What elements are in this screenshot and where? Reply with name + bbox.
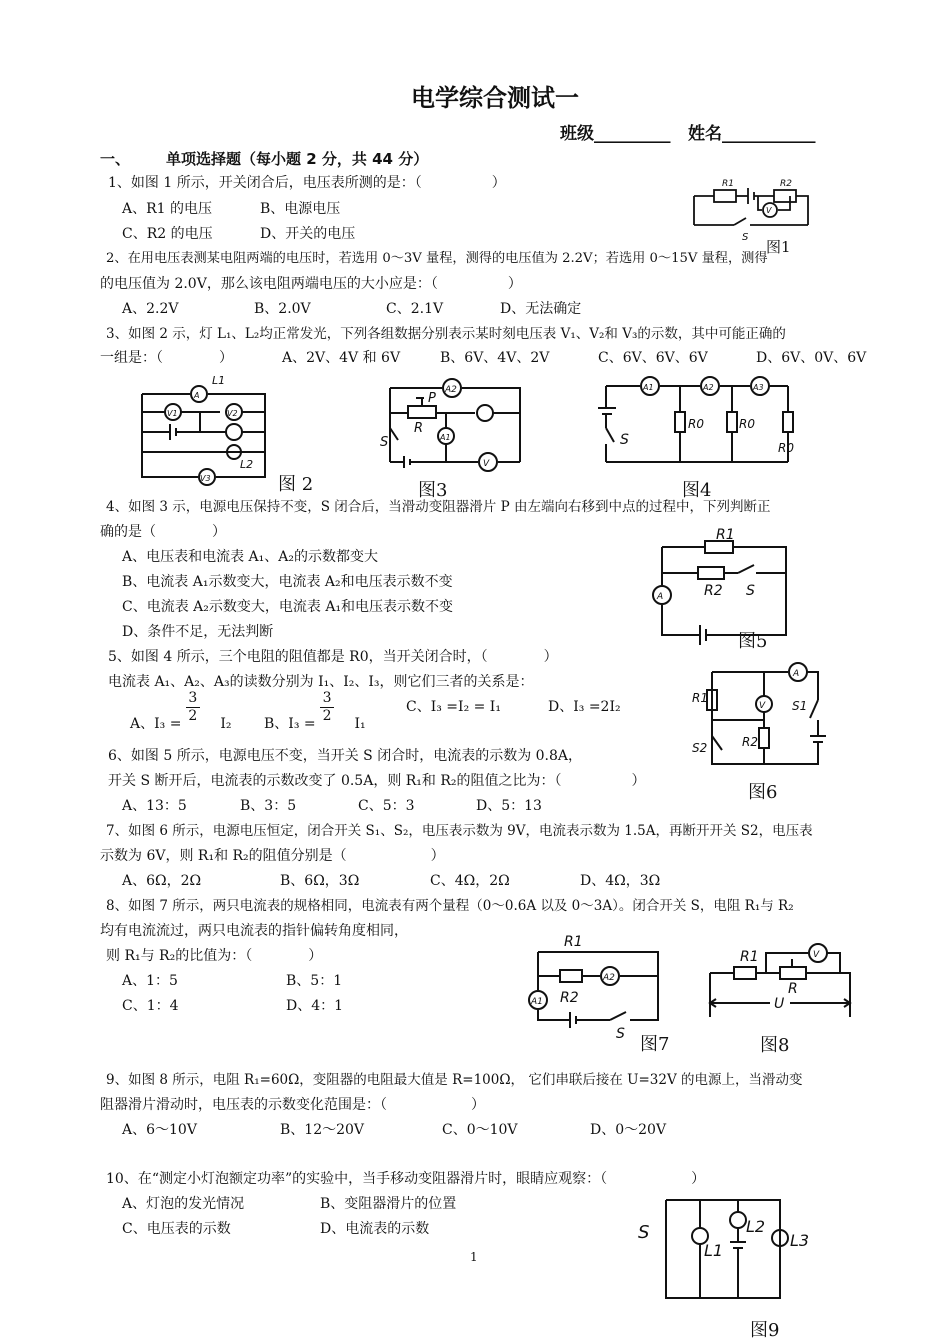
q3-option-b: B、6V、4V、2V	[440, 350, 550, 366]
q7-line1: 7、如图 6 所示，电源电压恒定，闭合开关 S₁、S₂，电压表示数为 9V，电流表示数为 1.5A，再断开开关 S2，电压表	[106, 823, 813, 839]
q5-option-a-frac-den: 2	[188, 708, 198, 724]
q5-option-b	[264, 690, 366, 733]
figure-5	[650, 525, 810, 655]
q3-option-c: C、6V、6V、6V	[598, 350, 708, 366]
q4-option-c: C、电流表 A₂示数变大，电流表 A₁和电压表示数不变	[122, 599, 454, 615]
fig4-a1-label: A1	[643, 383, 654, 392]
q5-option-b-prefix: B、I₃ =	[264, 716, 316, 732]
q5-option-c: C、I₃ =I₂ = I₁	[406, 699, 501, 715]
figure-9	[630, 1190, 830, 1340]
fig1-v-label: V	[766, 206, 772, 215]
q6-option-c: C、5：3	[358, 798, 415, 814]
fig1-s-label: S	[742, 232, 749, 243]
fig8-r-label: R	[788, 981, 798, 997]
q10-option-b: B、变阻器滑片的位置	[320, 1196, 457, 1212]
q7-line2: 示数为 6V，则 R₁和 R₂的阻值分别是（ ）	[100, 848, 445, 864]
name-label: 姓名___________	[688, 124, 816, 144]
q5-option-a-fraction	[186, 690, 200, 725]
q5-line1: 5、如图 4 所示，三个电阻的阻值都是 R0，当开关闭合时，（ ）	[108, 649, 558, 665]
q9-line2: 阻器滑片滑动时，电压表的示数变化范围是：（ ）	[100, 1097, 485, 1113]
q2-line1: 2、在用电压表测某电阻两端的电压时，若选用 0～3V 量程，测得的电压值为 2.2V；若选用 0～15V 量程，测得	[106, 251, 768, 266]
q8-option-d: D、4：1	[286, 998, 344, 1014]
page-title: 电学综合测试一	[411, 84, 579, 112]
q9-option-b: B、12～20V	[280, 1122, 365, 1138]
q4-line1: 4、如图 3 示，电源电压保持不变，S 闭合后，当滑动变阻器滑片 P 由左端向右移到中点的过程中，下列判断正	[106, 499, 771, 515]
fig4-a2-label: A2	[703, 383, 714, 392]
q6-option-a: A、13：5	[122, 798, 187, 814]
figure-4	[598, 372, 808, 502]
q5-option-b-frac-den: 2	[322, 708, 332, 724]
fig1-r1-label: R1	[722, 179, 734, 189]
fig2-v3-label: V3	[200, 474, 211, 483]
q10-option-d: D、电流表的示数	[320, 1221, 430, 1237]
name-field	[688, 125, 816, 143]
fig8-u-label: U	[774, 996, 785, 1012]
fig3-caption: 图3	[418, 480, 448, 501]
q10-option-c: C、电压表的示数	[122, 1221, 231, 1237]
fig4-s-label: S	[620, 432, 629, 448]
fig3-r-label: R	[414, 421, 424, 436]
figure-3	[380, 368, 540, 508]
fig4-r0-label-3: R0	[778, 441, 794, 455]
fig7-r1-label: R1	[564, 934, 583, 950]
q2-line2: 的电压值为 2.0V，那么该电阻两端电压的大小应是：（ ）	[100, 276, 522, 292]
fig7-a1-label: A1	[531, 997, 543, 1007]
q2-option-b: B、2.0V	[254, 301, 311, 317]
fig3-s-label: S	[380, 435, 389, 450]
fig9-l1-label: L1	[704, 1241, 724, 1260]
figure-6	[692, 660, 852, 810]
q4-line2: 确的是（ ）	[100, 524, 226, 540]
q2-option-d: D、无法确定	[500, 301, 582, 317]
q5-option-a-tail: I₂	[220, 716, 232, 732]
figure-8	[700, 935, 860, 1065]
q1-option-b: B、电源电压	[260, 201, 341, 217]
fig7-caption: 图7	[640, 1034, 670, 1055]
q5-option-a-frac-num: 3	[186, 690, 200, 708]
q4-option-a: A、电压表和电流表 A₁、A₂的示数都变大	[122, 549, 379, 565]
figure-7	[520, 930, 700, 1060]
q1-option-a: A、R1 的电压	[122, 201, 213, 217]
fig9-s-label: S	[638, 1222, 650, 1243]
fig7-s-label: S	[616, 1026, 625, 1042]
fig3-v-label: V	[483, 459, 490, 469]
fig4-a3-label: A3	[753, 383, 764, 392]
q9-option-d: D、0～20V	[590, 1122, 667, 1138]
fig4-r0-label-2: R0	[739, 417, 755, 431]
q8-line3: 则 R₁与 R₂的比值为：（ ）	[106, 948, 323, 964]
fig1-caption: 图1	[766, 238, 791, 256]
q9-option-a: A、6～10V	[122, 1122, 197, 1138]
fig6-r1-label: R1	[692, 691, 708, 705]
class-label: 班级_________	[560, 124, 671, 144]
fig5-r1-label: R1	[716, 527, 735, 543]
q5-option-a	[130, 690, 232, 733]
q9-option-c: C、0～10V	[442, 1122, 518, 1138]
q10-line1: 10、在“测定小灯泡额定功率”的实验中，当手移动变阻器滑片时，眼睛应观察：（ ）	[106, 1171, 706, 1187]
q3-option-d: D、6V、0V、6V	[756, 350, 867, 366]
q5-option-b-frac-num: 3	[320, 690, 334, 708]
q1-stem: 1、如图 1 所示，开关闭合后，电压表所测的是：（ ）	[108, 175, 506, 191]
fig6-a-label: A	[793, 669, 800, 679]
fig7-a2-label: A2	[603, 973, 615, 983]
fig2-v2-label: V2	[227, 409, 238, 418]
q8-option-b: B、5：1	[286, 973, 343, 989]
class-field	[560, 125, 671, 143]
q6-option-b: B、3：5	[240, 798, 297, 814]
fig8-caption: 图8	[760, 1035, 790, 1056]
fig9-caption: 图9	[750, 1320, 780, 1340]
q7-option-a: A、6Ω，2Ω	[122, 873, 202, 889]
page-number: 1	[470, 1250, 478, 1264]
fig6-r2-label: R2	[742, 735, 758, 749]
q3-option-a: A、2V、4V 和 6V	[282, 350, 401, 366]
fig5-r2-label: R2	[704, 583, 723, 599]
fig6-s2-label: S2	[692, 741, 708, 755]
fig4-r0-label-1: R0	[688, 417, 704, 431]
fig5-a-label: A	[657, 592, 664, 602]
q8-line2: 均有电流流过，两只电流表的指针偏转角度相同，	[100, 923, 408, 939]
q5-line2: 电流表 A₁、A₂、A₃的读数分别为 I₁、I₂、I₃，则它们三者的关系是：	[108, 674, 534, 690]
fig2-a-label: A	[194, 391, 200, 400]
figure-2	[130, 372, 330, 502]
q1-option-c: C、R2 的电压	[122, 226, 213, 242]
q4-option-d: D、条件不足，无法判断	[122, 624, 274, 640]
fig3-a1-label: A1	[440, 433, 451, 442]
q8-option-c: C、1：4	[122, 998, 179, 1014]
q1-option-d: D、开关的电压	[260, 226, 356, 242]
fig5-caption: 图5	[738, 631, 768, 652]
fig3-a2-label: A2	[445, 385, 457, 395]
q2-option-a: A、2.2V	[122, 301, 179, 317]
q7-option-d: D、4Ω，3Ω	[580, 873, 661, 889]
q6-line2: 开关 S 断开后，电流表的示数改变了 0.5A，则 R₁和 R₂的阻值之比为：（ ）	[108, 773, 646, 789]
fig1-r2-label: R2	[780, 179, 792, 189]
fig2-l2-label: L2	[240, 458, 254, 471]
q5-option-b-tail: I₁	[354, 716, 366, 732]
fig8-v-label: V	[813, 950, 820, 960]
fig8-r1-label: R1	[740, 949, 759, 965]
fig6-s1-label: S1	[792, 699, 808, 713]
fig3-p-label: P	[428, 391, 436, 406]
figure-1	[688, 170, 828, 260]
section-number: 一、	[100, 150, 131, 168]
q5-option-b-fraction	[320, 690, 334, 725]
fig6-v-label: V	[759, 701, 766, 711]
q2-option-c: C、2.1V	[386, 301, 444, 317]
q3-line1: 3、如图 2 示，灯 L₁、L₂均正常发光，下列各组数据分别表示某时刻电压表 V₁、V₂和 V₃的示数，其中可能正确的	[106, 326, 786, 342]
q5-option-d: D、I₃ =2I₂	[548, 699, 621, 715]
fig5-s-label: S	[746, 583, 755, 599]
section-title: 单项选择题（每小题 2 分，共 44 分）	[166, 150, 429, 168]
q9-line1: 9、如图 8 所示，电阻 R₁=60Ω，变阻器的电阻最大值是 R=100Ω， 它们串联后接在 U=32V 的电源上，当滑动变	[106, 1072, 803, 1088]
q7-option-b: B、6Ω，3Ω	[280, 873, 360, 889]
q4-option-b: B、电流表 A₁示数变大，电流表 A₂和电压表示数不变	[122, 574, 453, 590]
q8-option-a: A、1：5	[122, 973, 178, 989]
q6-option-d: D、5：13	[476, 798, 542, 814]
fig2-v1-label: V1	[167, 409, 178, 418]
fig7-r2-label: R2	[560, 990, 579, 1006]
fig9-l2-label: L2	[746, 1217, 766, 1236]
fig4-caption: 图4	[682, 480, 712, 501]
q3-line2: 一组是：（ ）	[100, 350, 233, 366]
fig2-caption: 图 2	[278, 474, 314, 495]
fig9-l3-label: L3	[790, 1231, 810, 1250]
q6-line1: 6、如图 5 所示，电源电压不变，当开关 S 闭合时，电流表的示数为 0.8A，	[108, 748, 583, 764]
fig2-l1-label: L1	[212, 374, 226, 387]
q8-line1: 8、如图 7 所示，两只电流表的规格相同，电流表有两个量程（0～0.6A 以及 0～3A）。闭合开关 S，电阻 R₁与 R₂	[106, 898, 794, 914]
fig6-caption: 图6	[748, 782, 778, 803]
q7-option-c: C、4Ω，2Ω	[430, 873, 510, 889]
q5-option-a-prefix: A、I₃ =	[130, 716, 182, 732]
q10-option-a: A、灯泡的发光情况	[122, 1196, 245, 1212]
